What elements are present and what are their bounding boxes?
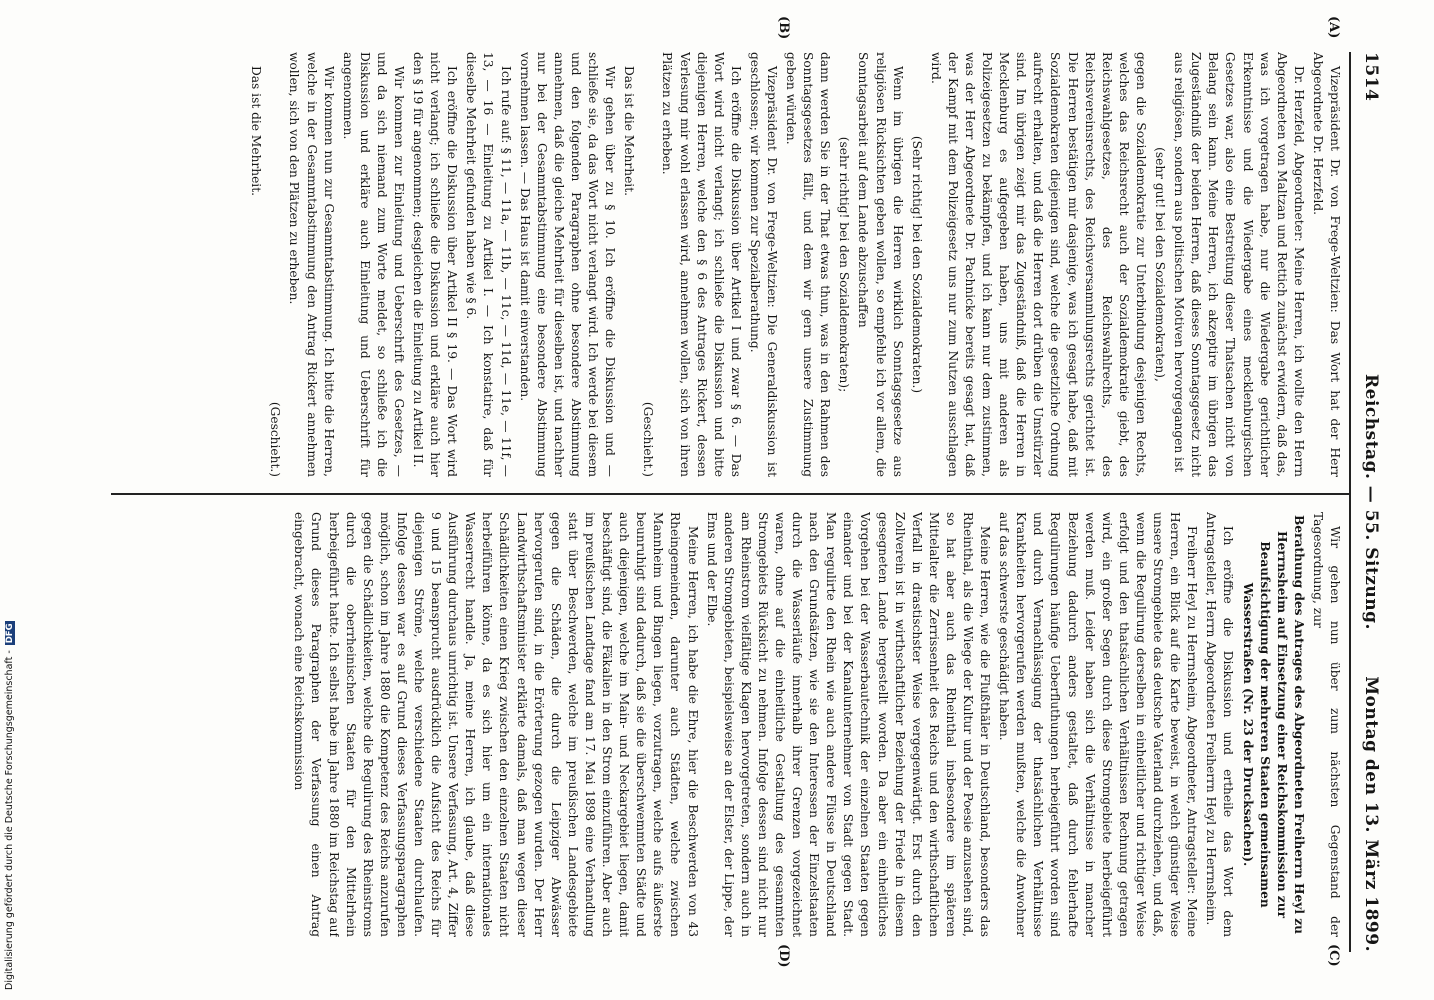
- interjection: (Sehr richtig! bei den Sozialdemokraten.): [909, 135, 924, 394]
- paragraph: Ich eröffne die Diskussion über Artikel I und zwar § 6. — Das Wort wird nicht verlangt; ich schließe die Diskussion und bitte diejenigen Herren, welche den § 6 des Antrages Rickert, dessen Verlesung mir wohl erlassen wird, annehmen wollen, sich von ihren Plätzen zu erheben.: [660, 52, 743, 477]
- right-text-column: [113, 512, 1343, 937]
- paragraph: Meine Herren, wie die Flußthäler in Deutschland, besonders das Rheinthal, als die Wiege der Kultur und der Poesie anzusehen sind, so hat aber auch das Rheinthal insbesondere im späteren Mittelalter die Zerrissenheit des Reichs und den wirthschaftlichen Verfall in drastischster Weise vergegenwärtigt. Erst durch den Zollverein ist in wirthschaftlicher Beziehung der Friede in diesem gesegneten Lande hergestellt worden. Da aber ein einheitliches Vorgehen bei der Wasserbautechnik der einzelnen Staaten gegen einander und bei der Kanalunternehmer von Stadt gegen Stadt. Man regulirte den Rhein wie auch andere Flüsse in Deutschland nach den Grundsätzen, wie sie den Interessen der Einzelstaaten durch die Wasserläufe innerhalb ihrer Grenzen vorgezeichnet waren, ohne auf die einheitliche Gestaltung des gesammten Stromgebiets Rücksicht zu nehmen. Infolge dessen sind nicht nur am Rheinstrom vielfältige Klagen hervorgetreten, sondern auch in anderen Stromgebieten, beispielsweise an der Elster, der Lippe, der Ems und der Elbe.: [704, 512, 993, 937]
- paragraph: Ich rufe auf: § 11, — 11a, — 11b, — 11c, — 11d, — 11e, — 11f, — 13, — 16 — Einleitung zu Artikel I. — Ich konstatire, daß für dieselbe Mehrheit gefunden haben wie § 6.: [464, 52, 513, 477]
- interjection: (Geschieht.): [641, 401, 656, 477]
- interjection: (sehr gut! bei den Sozialdemokraten),: [1153, 147, 1168, 382]
- left-text-column: [113, 52, 1343, 477]
- column-divider: [111, 493, 1351, 495]
- margin-marker-b: (B): [776, 16, 791, 40]
- rotated-newspaper-page: [85, 16, 1385, 968]
- dfg-logo: DFG: [5, 623, 15, 644]
- paragraph: dann werden Sie in der That etwas thun, was in den Rahmen des Sonntagsgesetzes fällt, und dem wir gern unsere Zustimmung geben würden.: [784, 52, 833, 477]
- interjection: (Geschieht.): [268, 401, 283, 477]
- running-title: Reichstag. — 55. Sitzung.: [1361, 374, 1381, 630]
- paragraph: Wir kommen zur Einleitung und Ueberschrift des Gesetzes, — und da sich niemand zum Worte meldet, so schließe ich die Diskussion und erkläre auch Einleitung und Ueberschrift für angenommen.: [340, 52, 407, 477]
- digitization-credit: [4, 10, 15, 990]
- paragraph: Das ist die Mehrheit.: [249, 66, 264, 196]
- page-header: [1349, 52, 1385, 952]
- interjection: (sehr richtig! bei den Sozialdemokraten);: [837, 136, 852, 393]
- paragraph: Vizepräsident Dr. von Frege-Weltzien: Die Generaldiskussion ist geschlossen; wir kommen zur Spezialberathung.: [747, 52, 779, 477]
- paragraph: Dr. Herzfeld, Abgeordneter: Meine Herren, ich wollte den Herrn Abgeordneten von Maltzan und Rettich zunächst erwidern, daß das, was ich vorgetragen habe, nur die Wiedergabe gerichtlicher Erkenntnisse und die Wiedergabe eines mecklenburgischen Gesetzes war, also eine Bestreitung dieser Thatsachen nicht von Belang sein kann. Meine Herren, ich akzeptire im übrigen das Zugeständniß der beiden Herren, daß dieses Sonntagsgesetz nicht aus religiösen, sondern aus politischen Motiven hervorgegangen ist: [1172, 52, 1306, 477]
- paragraph: Wir gehen über zu § 10. Ich eröffne die Diskussion und — schließe sie, da das Wort nicht verlangt wird. Ich werde bei diesem und den folgenden Paragraphen ohne besondere Abstimmung annehmen, daß die gleiche Mehrheit für dieselben ist, und nachher nur bei der Gesammtabstimmung eine besondere Abstimmung vornehmen lassen. — Das Haus ist damit einverstanden.: [517, 52, 618, 477]
- paragraph: Wenn im übrigen die Herren wirklich Sonntagsgesetze aus religiösen Rücksichten geben wollen, so empfehle ich vor allem, die Sonntagsarbeit auf dem Lande abzuschaffen: [856, 52, 905, 477]
- agenda-heading: Berathung des Antrages des Abgeordneten Freiherrn Heyl zu Herrnsheim auf Einsetzung einer Reichskommission zur Beaufsichtigung der mehreren Staaten gemeinsamen Wasserstraßen (Nr. 23 der Drucksachen).: [1240, 515, 1306, 934]
- paragraph: Wir gehen nun über zum nächsten Gegenstand der Tagesordnung, zur: [1310, 512, 1342, 937]
- paragraph: Wir kommen nun zur Gesammtabstimmung. Ich bitte die Herren, welche in der Gesammtabstimmung den Antrag Rickert annehmen wollen, sich von den Plätzen zu erheben.: [287, 52, 336, 477]
- paragraph: Meine Herren, ich habe die Ehre, hier die Beschwerden von 43 Rheingemeinden, darunter auch Städten, welche zwischen Mannheim und Bingen liegen, vorzutragen, welche aufs äußerste beunruhigt sind dadurch, daß sie die überschwemmten Städte und auch diejenigen, welche im Main- und Neckargebiet liegen, damit beschäftigt sind, die Fäkalien in den Strom einzuführen. Aber auch im preußischen Landtage fand am 17. Mai 1898 eine Verhandlung statt über Beschwerden, welche im preußischen Landesgebiete gegen die Schäden, die durch die Leipziger Abwässer hervorgerufen sind, in die Erörterung gezogen wurden. Der Herr Landwirthschaftsminister erklärte damals, daß man wegen dieser Schädlichkeiten einen Krieg zwischen den einzelnen Staaten nicht herbeiführen könne, da es sich hier um ein internationales Wasserrecht handle. Ja, meine Herren, ich glaube, daß diese Ausführung durchaus unrichtig ist. Unsere Verfassung, Art. 4, Ziffer 9 und 15 beansprucht ausdrücklich die Aufsicht des Reichs für diejenigen Ströme, welche verschiedene Staaten durchlaufen. Infolge dessen war es auf Grund dieses Verfassungsparagraphen möglich, schon im Jahre 1880 die Kompetenz des Reichs anzurufen gegen die Schädlichkeiten, welche die Regulirung des Rheinstroms durch die oberrheinischen Staaten für den Mittelrhein herbeigeführt hatte. Ich selbst habe im Jahre 1880 im Reichstag auf Grund dieses Paragraphen der Verfassung einen Antrag eingebracht, wonach eine Reichskommission: [292, 512, 700, 937]
- paragraph: Ich eröffne die Diskussion über Artikel II § 19. — Das Wort wird nicht verlangt; ich schließe die Diskussion und erkläre auch hier den § 19 für angenommen; desgleichen die Einleitung zu Artikel II.: [411, 52, 460, 477]
- paragraph: Das ist die Mehrheit.: [622, 66, 637, 196]
- paragraph: Freiherr Heyl zu Herrnsheim, Abgeordneter, Antragsteller: Meine Herren, ein Blick auf die Karte beweist, in welch günstiger Weise unsere Stromgebiete das deutsche Vaterland durchziehen, und daß, wenn die Regulirung derselben in einheitlicher und richtiger Weise erfolgt und den thatsächlichen Verhältnissen Rechnung getragen wird, ein großer Segen durch diese Stromgebiete herbeigeführt werden muß. Leider haben sich die Verhältnisse in mancher Beziehung dadurch anders gestaltet, daß durch fehlerhafte Regulirungen häufige Ueberfluthungen herbeigeführt worden sind und durch Vernachlässigung der thatsächlichen Verhältnisse Krankheiten hervorgerufen werden mußten, welche die Anwohner auf das schwerste geschädigt haben.: [997, 512, 1200, 937]
- paragraph: Vizepräsident Dr. von Frege-Weltzien: Das Wort hat der Herr Abgeordnete Dr. Herzfeld.: [1310, 52, 1342, 477]
- paragraph: gegen die Sozialdemokratie zur Unterbindung desjenigen Rechts, welches das Reichsrecht auch der Sozialdemokratie giebt, des Reichswahlgesetzes, des Reichswahlrechts, des Reichsvereinsrechts, des Reichsversammlungsrechts gerichtet ist. Die Herren bestätigen mir dasjenige, was ich gesagt habe, daß mit Sozialdemokraten diejenigen sind, welche die gesetzliche Ordnung aufrecht erhalten, und daß die Herren dort drüben die Umstürzler sind. Im übrigen zeigt mir das Zugeständniß, daß die Herren in Mecklenburg es aufgegeben haben, uns mit anderen als Polizeigesetzen zu bekämpfen, und ich kann nur dem zustimmen, was der Herr Abgeordnete Dr. Pachnicke bereits gesagt hat, daß der Kampf mit dem Polizeigesetz uns nur zum Nutzen ausschlagen wird.: [928, 52, 1148, 477]
- margin-marker-d: (D): [776, 944, 791, 968]
- page-number: 1514: [1361, 52, 1381, 102]
- paragraph: Ich eröffne die Diskussion und ertheile das Wort dem Antragsteller, Herrn Abgeordneten Freiherrn Heyl zu Herrnsheim.: [1204, 512, 1236, 937]
- session-date: Montag den 13. März 1899.: [1361, 676, 1381, 952]
- margin-marker-a: (A): [1326, 16, 1341, 39]
- margin-marker-c: (C): [1326, 944, 1341, 967]
- credit-text: Digitalisierung gefördert durch die Deutsche Forschungsgemeinschaft -: [4, 650, 15, 990]
